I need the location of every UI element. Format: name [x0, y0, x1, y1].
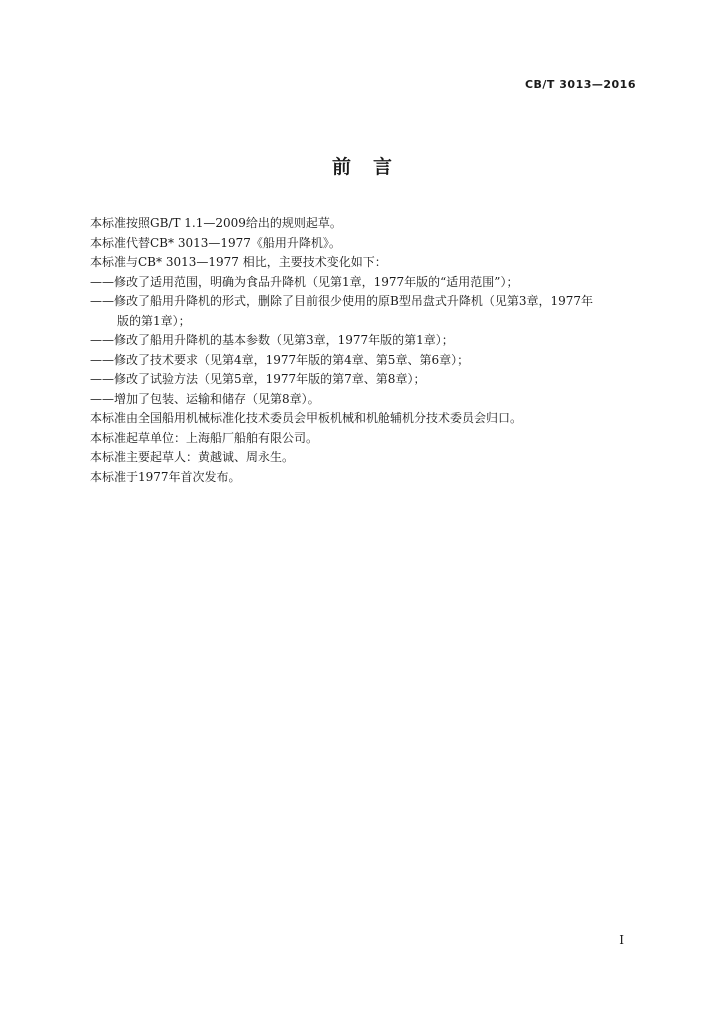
paragraph-drafters: 本标准主要起草人：黄越诚、周永生。 — [90, 450, 295, 464]
change-text: 增加了包装、运输和储存（见第8章）。 — [114, 391, 320, 406]
paragraph-replaces: 本标准代替CB* 3013—1977《船用升降机》。 — [90, 235, 341, 250]
standard-code: CB/T 3013—2016 — [524, 78, 636, 91]
change-text: 修改了船用升降机的基本参数（见第3章，1977年版的第1章）； — [114, 333, 454, 347]
paragraph-responsible-committee: 本标准由全国船用机械标准化技术委员会甲板机械和机舱辅机分技术委员会归口。 — [90, 411, 523, 425]
dash-marker: —— — [90, 294, 114, 308]
dash-marker: —— — [90, 391, 114, 406]
change-text: 修改了技术要求（见第4章，1977年版的第4章、第5章、第6章）； — [114, 352, 470, 367]
change-text: 修改了适用范围，明确为食品升降机（见第1章，1977年版的“适用范围”）； — [114, 274, 519, 289]
change-item — [90, 292, 638, 331]
dash-marker: —— — [90, 333, 114, 347]
paragraph-drafting-unit: 本标准起草单位：上海船厂船舶有限公司。 — [90, 430, 319, 445]
change-item — [90, 273, 638, 293]
dash-marker: —— — [90, 352, 114, 367]
paragraph-drafting-rules: 本标准按照GB/T 1.1—2009给出的规则起草。 — [90, 216, 342, 230]
change-item — [90, 351, 638, 371]
paragraph-changes-intro: 本标准与CB* 3013—1977 相比，主要技术变化如下： — [90, 255, 387, 269]
paragraph-first-release: 本标准于1977年首次发布。 — [90, 469, 241, 484]
dash-marker: —— — [90, 372, 114, 386]
change-text: 修改了试验方法（见第5章，1977年版的第7章、第8章）； — [114, 372, 426, 386]
change-item — [90, 390, 638, 410]
change-text-continuation: 版的第1章）； — [117, 313, 191, 328]
change-item — [90, 331, 638, 351]
page-number: I — [619, 933, 624, 947]
dash-marker: —— — [90, 274, 114, 289]
change-text: 修改了船用升降机的形式，删除了目前很少使用的原B型吊盘式升降机（见第3章，1977年 — [114, 294, 593, 308]
change-item — [90, 370, 638, 390]
page-title: 前言 — [331, 156, 414, 178]
foreword-body — [90, 214, 638, 487]
